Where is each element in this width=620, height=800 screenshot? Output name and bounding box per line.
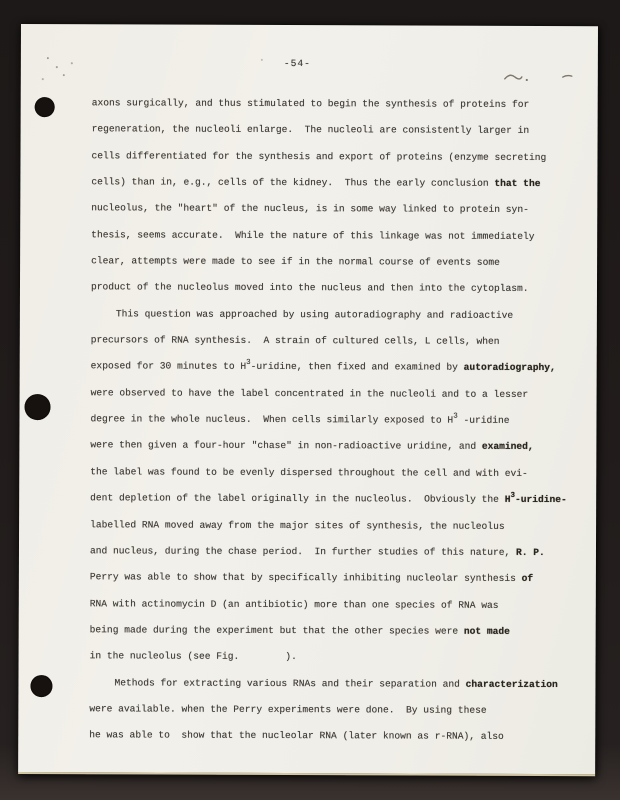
text-line: the label was found to be evenly dispersed throughout the cell and with evi- <box>90 466 528 479</box>
text-line: were then given a four-hour "chase" in non-radioactive uridine, and examined, <box>90 439 534 453</box>
text-line: cells differentiated for the synthesis and export of proteins (enzyme secreting <box>91 149 547 163</box>
pencil-squiggle-mark <box>503 71 531 83</box>
text-line: clear, attempts were made to see if in the normal course of events some <box>91 255 500 268</box>
text-line: RNA with actinomycin D (an antibiotic) more than one species of RNA was <box>89 597 499 611</box>
document-page <box>18 24 598 776</box>
text-line: regeneration, the nucleoli enlarge. The nucleoli are consistently larger in <box>91 123 530 137</box>
text-line: nucleolus, the "heart" of the nucleus, is in some way linked to protein syn- <box>91 202 529 216</box>
text-line: product of the nucleolus moved into the nucleus and then into the cytoplasm. <box>90 281 529 295</box>
text-line: being made during the experiment but that the other species were not made <box>89 624 510 637</box>
text-line: were observed to have the label concentrated in the nucleoli and to a lesser <box>90 387 529 400</box>
text-line: exposed for 30 minutes to $H^3$-uridine, then fixed and examined by autoradiography, <box>90 359 556 374</box>
hole-punch-bottom <box>30 675 52 697</box>
text-line: This question was approached by using autoradiography and radioactive <box>115 308 514 321</box>
text-line: in the nucleolus (see Fig. ). <box>89 650 297 663</box>
text-line: were available. when the Perry experiments were done. By using these <box>89 703 487 716</box>
text-line: Perry was able to show that by specifically inhibiting nucleolar synthesis of <box>89 571 534 585</box>
text-line: dent depletion of the label originally in the nucleolus. Obviously the $H^3-uridine-$ <box>90 492 567 506</box>
page-number: -54- <box>283 58 311 70</box>
text-line: precursors of RNA synthesis. A strain of cultured cells, L cells, when <box>90 334 500 347</box>
paper-speck <box>42 78 44 80</box>
text-line: cells) than in, e.g., cells of the kidney. Thus the early conclusion that the <box>91 176 541 190</box>
hole-punch-middle <box>24 394 50 420</box>
text-line: labelled RNA moved away from the major sites of synthesis, the nucleolus <box>90 518 505 532</box>
text-line: he was able to show that the nucleolar RNA (later known as r-RNA), also <box>89 729 504 743</box>
text-line: thesis, seems accurate. While the nature of this linkage was not immediately <box>91 228 535 242</box>
document-text <box>89 90 580 750</box>
text-line: degree in the whole nucleus. When cells similarly exposed to $H^3$ -uridine <box>90 412 510 427</box>
text-line: axons surgically, and thus stimulated to begin the synthesis of proteins for <box>91 97 530 110</box>
paper-speck <box>63 74 65 76</box>
text-line: Methods for extracting various RNAs and their separation and characterization <box>114 676 558 690</box>
hole-punch-top <box>35 97 55 117</box>
pencil-dash-mark <box>562 73 574 79</box>
text-line: and nucleus, during the chase period. In further studies of this nature, R. P. <box>89 545 545 558</box>
